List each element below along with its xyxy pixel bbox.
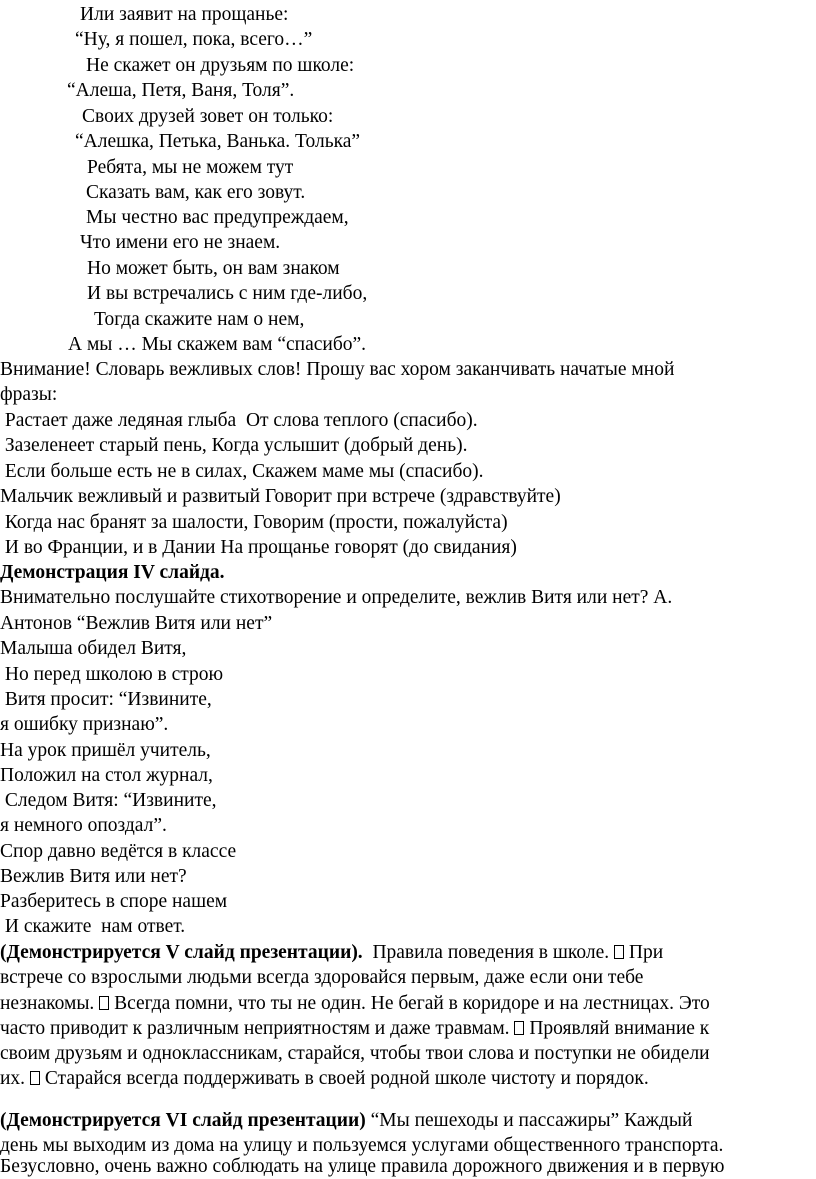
bullet-box-icon <box>614 945 624 959</box>
poem2-line: Витя просит: “Извините, <box>0 689 212 710</box>
slide5-line: своим друзьям и одноклассникам, старайся, чтобы твои слова и поступки не обидели <box>0 1043 710 1064</box>
slide5-text: Всегда помни, что ты не один. Не бегай в коридоре и на лестницах. Это <box>109 993 710 1014</box>
poem1-line: “Алеша, Петя, Ваня, Толя”. <box>67 80 295 101</box>
slide5-line <box>0 1016 709 1041</box>
polite-words-line: И во Франции, и в Дании На прощанье говорят (до свидания) <box>0 537 517 558</box>
slide5-text: часто приводит к различным неприятностям и даже травмам. <box>0 1018 515 1039</box>
poem1-line: А мы … Мы скажем вам “спасибо”. <box>68 334 367 355</box>
poem2-line: Но перед школою в строю <box>0 664 224 685</box>
poem1-line: Не скажет он друзьям по школе: <box>86 55 355 76</box>
slide4-heading: Демонстрация IV слайда. <box>0 562 225 583</box>
attention-line: Внимание! Словарь вежливых слов! Прошу вас хором заканчивать начатые мной <box>0 359 675 380</box>
slide6-line: день мы выходим из дома на улицу и пользуемся услугами общественного транспорта. <box>0 1135 724 1156</box>
poem2-line: Спор давно ведётся в классе <box>0 841 237 862</box>
polite-words-line: Зазеленеет старый пень, Когда услышит (добрый день). <box>0 435 468 456</box>
slide5-heading: (Демонстрируется V слайд презентации). <box>0 942 363 963</box>
poem1-line: Ребята, мы не можем тут <box>87 157 294 178</box>
poem1-line: Или заявит на прощанье: <box>80 4 289 25</box>
slide5-line <box>0 991 710 1016</box>
slide6-line <box>0 1108 692 1133</box>
poem1-line: Тогда скажите нам о нем, <box>94 309 305 330</box>
poem1-line: Мы честно вас предупреждаем, <box>86 207 349 228</box>
slide5-line <box>0 1066 649 1091</box>
poem2-line: Положил на стол журнал, <box>0 765 213 786</box>
poem1-line: Сказать вам, как его зовут. <box>86 182 306 203</box>
poem2-line: Малыша обидел Витя, <box>0 638 187 659</box>
attention-line: фразы: <box>0 384 58 405</box>
poem2-line: я немного опоздал”. <box>0 815 167 836</box>
poem2-line: И скажите нам ответ. <box>0 916 186 937</box>
poem2-line: На урок пришёл учитель, <box>0 740 211 761</box>
poem2-line: Вежлив Витя или нет? <box>0 866 187 887</box>
bullet-box-icon <box>514 1021 524 1035</box>
poem1-line: И вы встречались с ним где-либо, <box>87 283 368 304</box>
slide6-line: Безусловно, очень важно соблюдать на улице правила дорожного движения и в первую <box>0 1156 725 1177</box>
slide5-text: Проявляй внимание к <box>524 1018 710 1039</box>
poem2-line: Следом Витя: “Извините, <box>0 790 217 811</box>
poem1-line: “Ну, я пошел, пока, всего…” <box>75 29 313 50</box>
slide5-line <box>0 940 663 965</box>
slide5-text: незнакомы. <box>0 993 100 1014</box>
slide4-intro-line: Антонов “Вежлив Витя или нет” <box>0 613 273 634</box>
poem1-line: “Алешка, Петька, Ванька. Толька” <box>75 131 361 152</box>
poem1-line: Своих друзей зовет он только: <box>82 106 334 127</box>
bullet-box-icon <box>30 1071 40 1085</box>
slide6-text: “Мы пешеходы и пассажиры” Каждый <box>365 1110 693 1131</box>
poem2-line: я ошибку признаю”. <box>0 714 169 735</box>
poem2-line: Разберитесь в споре нашем <box>0 891 228 912</box>
polite-words-line: Если больше есть не в силах, Скажем маме мы (спасибо). <box>0 461 484 482</box>
slide5-text: При <box>624 942 664 963</box>
poem1-line: Но может быть, он вам знаком <box>87 258 340 279</box>
slide4-intro-line: Внимательно послушайте стихотворение и определите, вежлив Витя или нет? А. <box>0 587 673 608</box>
slide5-line: встрече со взрослыми людьми всегда здоровайся первым, даже если они тебе <box>0 967 644 988</box>
slide5-text: Старайся всегда поддерживать в своей родной школе чистоту и порядок. <box>39 1068 649 1089</box>
polite-words-line: Мальчик вежливый и развитый Говорит при встрече (здравствуйте) <box>0 486 561 507</box>
slide5-text: их. <box>0 1068 30 1089</box>
polite-words-line: Растает даже ледяная глыба От слова теплого (спасибо). <box>0 410 478 431</box>
slide6-heading: (Демонстрируется VI слайд презентации) <box>0 1110 366 1131</box>
polite-words-line: Когда нас бранят за шалости, Говорим (прости, пожалуйста) <box>0 512 508 533</box>
slide5-text: Правила поведения в школе. <box>362 942 615 963</box>
poem1-line: Что имени его не знаем. <box>80 232 281 253</box>
bullet-box-icon <box>99 996 109 1010</box>
